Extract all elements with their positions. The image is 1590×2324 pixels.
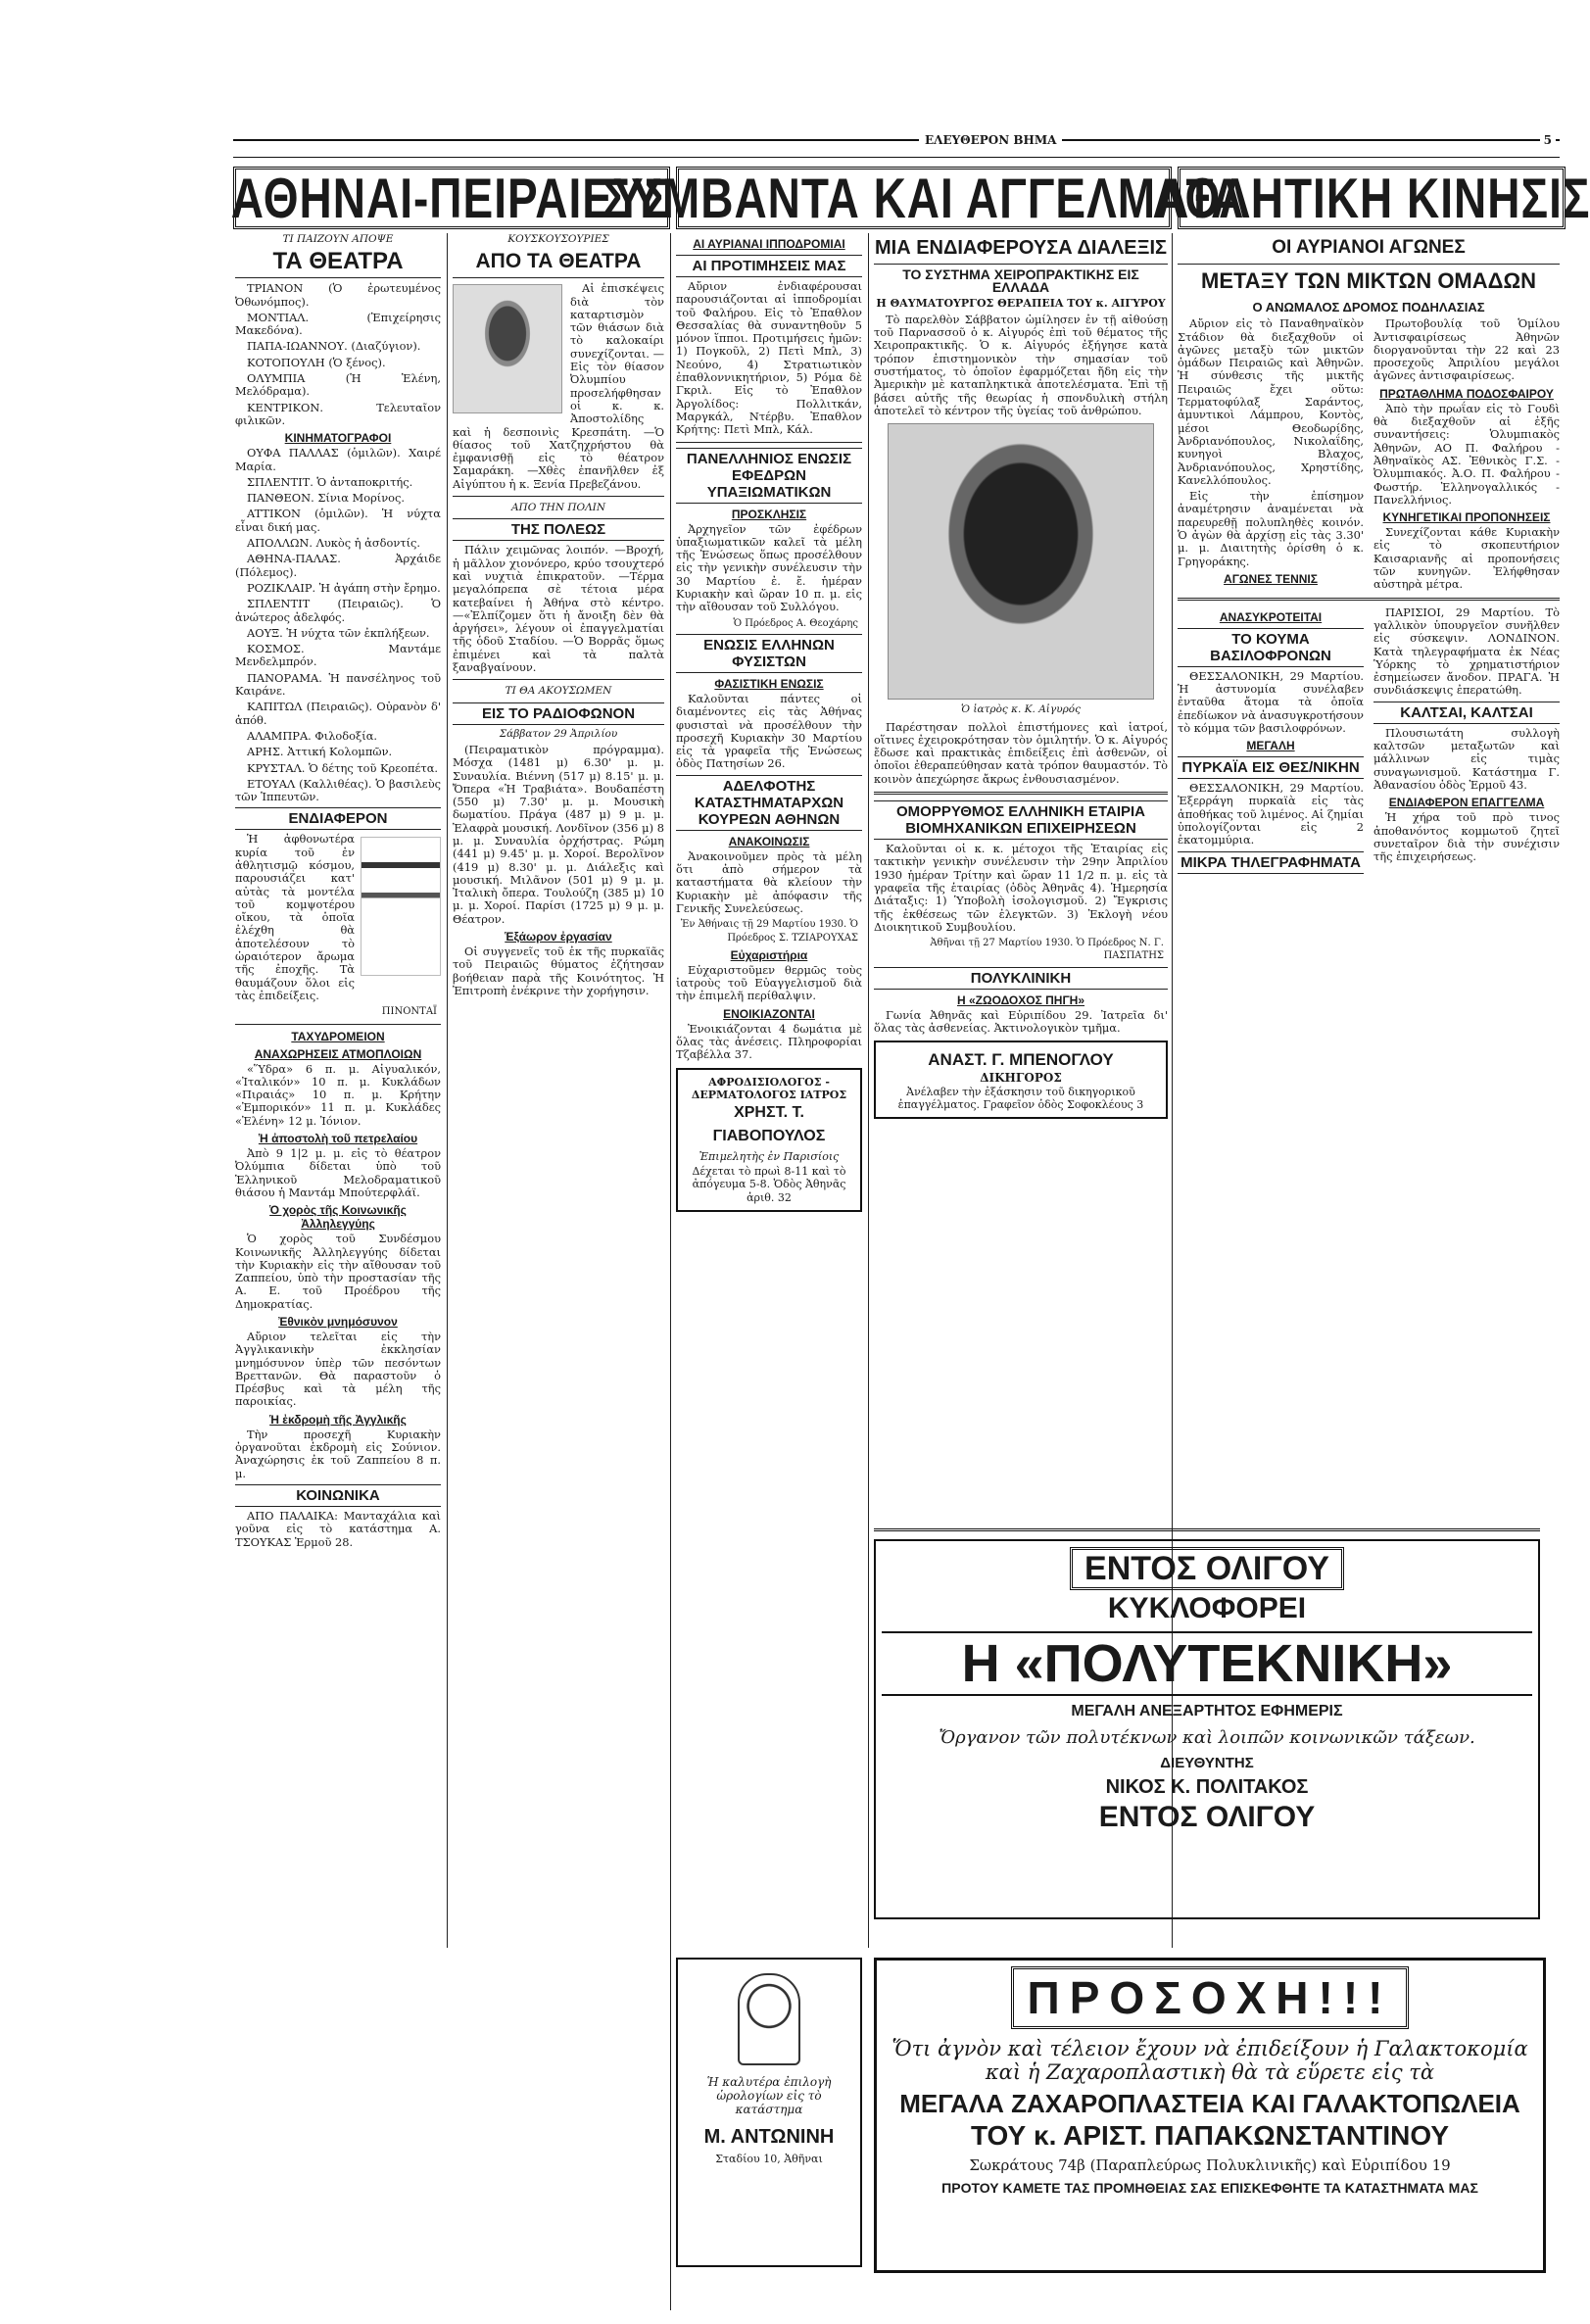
fashion-illustration xyxy=(361,837,441,976)
list-item: ΑΛΑΜΠΡΑ. Φιλοδοξία. xyxy=(247,728,378,743)
list-item: ΜΟΝΤΙΑΛ. (Ἐπιχείρησις Μακεδόνα). xyxy=(235,310,441,338)
ad-headline: ΠΡΟΣΟΧΗ!!! xyxy=(1011,1966,1410,2029)
article-body: (Πειραματικὸν πρόγραμμα). Μόσχα (1481 μ) 6.30' μ. μ. Συναυλία. Βιέννη (517 μ) 8.15' μ. μ. Ὄπερα «Ἡ Τραβιάτα». Βουδαπέστη (550 μ) 7.30' μ. μ. Μουσικὴ δωματίου. Πράγα (487 μ) 9 μ. μ. Ἐλαφρὰ μουσική. Λονδῖνον (356 μ) 8 μ. μ. Συναυλία ὀρχήστρας. Ρώμη (441 μ) 9.45' μ. μ. Χοροί. Βερολῖνον (419 μ) 8.30' μ. μ. Διάλεξις καὶ μουσική. Μιλᾶνον (501 μ) 9 μ. μ. Ἰταλικὴ ὄπερα. Τουλούζη (385 μ) 10 μ. μ. Χοροί. Παρίσι (1725 μ) 9 μ. μ. Θέατρον. xyxy=(453,742,664,926)
fire-heading: ΜΕΓΑΛΗ xyxy=(1246,739,1295,753)
cycling-heading: Ο ΑΝΩΜΑΛΟΣ ΔΡΟΜΟΣ ΠΟΔΗΛΑΣΙΑΣ xyxy=(1252,300,1485,315)
royalists-heading: ΑΝΑΣΥΚΡΟΤΕΙΤΑΙ xyxy=(1219,609,1323,624)
radio-heading: ΕΙΣ ΤΟ ΡΑΔΙΟΦΩΝΟΝ xyxy=(453,702,664,725)
signature: Ἀθῆναι τῇ 27 Μαρτίου 1930. Ὁ Πρόεδρος Ν. Γ. ΠΑΣΠΑΤΗΣ xyxy=(930,938,1164,962)
royalists-subheading: ΤΟ ΚΟΥΜΑ ΒΑΣΙΛΟΦΡΟΝΩΝ xyxy=(1178,628,1364,667)
article-body: Τὸ παρελθὸν Σάββατον ὡμίλησεν ἐν τῇ αἰθούσῃ τοῦ Παρνασσοῦ ὁ κ. Αἰγυρός ἐπὶ τοῦ θέματος τῆς Χειροπρακτικῆς. Ὁ κ. Αἰγυρός ἐξήγησε κατὰ τρόπον ἐπιστημονικὸν τὴν σημασίαν τοῦ συστήματος, τὸ ὁποῖον ἐφαρμόζεται ἤδη εἰς τὴν Ἀμερικὴν μὲ καταπληκτικὰ ἀποτελέσματα. Ἐπὶ τῇ βάσει αὐτῆς τῆς θεωρίας ἡ σπονδυλικὴ στήλη ἀποτελεῖ τὸ κέντρον τῆς ὑγείας τοῦ ἀνθρώπου. xyxy=(874,312,1168,417)
list-item: ΤΡΙΑΝΟΝ (Ὁ ἐρωτευμένος Ὀθωνόμπος). xyxy=(235,281,441,309)
watch-shop-ad xyxy=(676,1958,862,2267)
ad-line: ΠΡΟΤΟΥ ΚΑΜΕΤΕ ΤΑΣ ΠΡΟΜΗΘΕΙΑΣ ΣΑΣ ΕΠΙΣΚΕΦΘΗΤΕ ΤΑ ΚΑΤΑΣΤΗΜΑΤΑ ΜΑΣ xyxy=(941,2180,1478,2196)
ad-line: Ὅτι ἀγνὸν καὶ τέλειον ἔχουν νὰ ἐπιδείξουν ἡ Γαλακτοκομία καὶ ἡ Ζαχαροπλαστικὴ θὰ τὰ εὕρετε εἰς τὰ xyxy=(891,2037,1528,2084)
column-rule xyxy=(670,233,671,2310)
article-body: Καλοῦνται οἱ κ. κ. μέτοχοι τῆς Ἑταιρίας εἰς τακτικὴν γενικὴν συνέλευσιν τὴν 29ην Ἀπριλίου 1930 ἡμέραν Τρίτην καὶ ὥραν 11 1/2 π. μ. εἰς τὰ γραφεῖα τῆς ἑταιρίας (ὁδὸς Ἀθηνᾶς 4). Ἡμερησία Διάταξις: 1) Ὑποβολὴ ἰσολογισμοῦ. 2) Ἔγκρισις τῆς ἐκθέσεως τῶν ἐλεγκτῶν. 3) Ἐκλογὴ νέου Διοικητικοῦ Συμβουλίου. xyxy=(874,842,1168,934)
confectionery-ad xyxy=(874,1958,1546,2273)
tennis-heading: ΑΓΩΝΕΣ ΤΕΝΝΙΣ xyxy=(1224,571,1318,586)
ad-line: ΤΟΥ κ. ΑΡΙΣΤ. ΠΑΠΑΚΩΝΣΤΑΝΤΙΝΟΥ xyxy=(970,2120,1450,2151)
article-body: Τὴν προσεχῆ Κυριακὴν ὀργανοῦται ἐκδρομὴ εἰς Σούνιον. Ἀναχώρησις ἐκ τοῦ Ζαππείου 8 π. μ. xyxy=(235,1427,441,1480)
list-item: ΚΑΠΙΤΩΛ (Πειραιῶς). Οὐρανὸν δ' ἀπόθ. xyxy=(235,700,441,727)
divider xyxy=(453,679,664,680)
signature: Ὁ Πρόεδρος Α. Θεοχάρης xyxy=(733,617,858,629)
hunting-heading: ΚΥΝΗΓΕΤΙΚΑΙ ΠΡΟΠΟΝΗΣΕΙΣ xyxy=(1382,510,1551,525)
polyteknikh-ad xyxy=(874,1539,1540,1919)
lecture-subheadline: ΤΟ ΣΥΣΤΗΜΑ ΧΕΙΡΟΠΡΑΚΤΙΚΗΣ ΕΙΣ ΕΛΛΑΔΑ xyxy=(902,266,1139,296)
ad-line: Ἡ καλυτέρα ἐπιλογὴ ὡρολογίων εἰς τὸ κατάστημα xyxy=(706,2075,832,2116)
article-body: Εὐχαριστοῦμεν θερμῶς τοὺς ἰατροὺς τοῦ Εὐαγγελισμοῦ διὰ τὴν ἐπιμελῆ περίθαλψιν. xyxy=(676,962,862,1003)
article-body: Πλουσιωτάτη συλλογὴ καλτσῶν μεταξωτῶν καὶ μάλλινων εἰς τιμὰς συναγωνισμοῦ. Κατάστημα Γ. Ἀθανασίου ὁδὸς Ἑρμοῦ 43. xyxy=(1373,725,1560,792)
fire-subheading: ΠΥΡΚΑΪΑ ΕΙΣ ΘΕΣ/ΝΙΚΗΝ xyxy=(1178,756,1364,779)
doctor-photo xyxy=(888,423,1154,700)
city-heading: ΤΗΣ ΠΟΛΕΩΣ xyxy=(453,518,664,541)
article-body: «Ὕδρα» 6 π. μ. Αἰγυαλικόν, «Ἰταλικόν» 10 π. μ. Κυκλάδων «Πιραιάς» 10 π. μ. Κρήτην «Ἐμπορικόν» 11 π. μ. Κυκλάδες «Ἐλένη» 12 μ. Ἰόνιον. xyxy=(235,1061,441,1128)
divider xyxy=(235,1024,441,1025)
theatre-news-heading: ΑΠΟ ΤΑ ΘΕΑΤΡΑ xyxy=(453,249,664,278)
lawyer-ad xyxy=(874,1041,1168,1119)
list-item: ΚΟΤΟΠΟΥΛΗ (Ὁ ξένος). xyxy=(247,355,386,369)
barbers-subheading: ΑΝΑΚΟΙΝΩΣΙΣ xyxy=(728,834,810,848)
ad-line: ΚΥΚΛΟΦΟΡΕΙ xyxy=(1107,1592,1307,1624)
ad-line: ΔΙΕΥΘΥΝΤΗΣ xyxy=(1160,1755,1254,1771)
list-item: ΚΟΣΜΟΣ. Μαντάμε Μενδελμπρόν. xyxy=(235,642,441,669)
assoc-heading: Ὁ χορὸς τῆς Κοινωνικῆς Ἀλληλεγγύης xyxy=(269,1203,407,1232)
interest-heading: ΕΝΔΙΑΦΕΡΟΝ xyxy=(235,807,441,830)
ad-title: Η «ΠΟΛΥΤΕΚΝΙΚΗ» xyxy=(882,1631,1532,1696)
article-body: Ἐνοικιάζονται 4 δωμάτια μὲ ὅλας τὰς ἀνέσεις. Πληροφορίαι Τζαβέλλα 37. xyxy=(676,1021,862,1062)
ad-line: Ὄργανον τῶν πολυτέκνων καὶ λοιπῶν κοινωνικῶν τάξεων. xyxy=(939,1727,1475,1748)
caricature-image xyxy=(453,284,562,413)
excursion-heading: Ἡ ἐκδρομὴ τῆς Ἀγγλικῆς xyxy=(269,1412,407,1427)
column-rule xyxy=(447,233,448,1948)
ad-name: Μ. ΑΝΤΩΝΙΝΗ xyxy=(703,2126,835,2148)
list-item: ΑΡΗΣ. Ἀττική Κολομπῶν. xyxy=(247,745,393,759)
list-item: ΕΤΟΥΑΛ (Καλλιθέας). Ὁ βασιλεὺς τῶν Ἱππευτῶν. xyxy=(235,776,441,804)
newspaper-ad-zone xyxy=(874,1528,1540,1943)
article-body: Αὔριον εἰς τὸ Παναθηναϊκὸν Στάδιον θὰ διεξαχθοῦν οἱ ἀγῶνες μεταξὺ τῶν μικτῶν ὁμάδων Πειραιῶς καὶ Ἀθηνῶν. Ἡ σύνθεσις τῆς μικτῆς Πειραιῶς ἔχει οὕτω: Τερματοφύλαξ Σαράντος, ἀμυντικοὶ Λάμπρου, Κοντὸς, μέσοι Θεοδωρίδης, Ἀνδριανόπουλος, Νικολαΐδης, κυνηγοὶ Βλαχος, Ἀνδριανόπουλος, Χρηστίδης, Κανελλόπουλος. xyxy=(1178,316,1364,487)
ad-line: ΜΕΓΑΛΑ ΖΑΧΑΡΟΠΛΑΣΤΕΙΑ ΚΑΙ ΓΑΛΑΚΤΟΠΩΛΕΙΑ xyxy=(899,2089,1520,2118)
list-item: ΑΘΗΝΑ-ΠΑΛΑΣ. Ἀρχάιδε (Πόλεμος). xyxy=(235,552,441,579)
doctor-ad xyxy=(676,1068,862,1212)
rent-heading: ΕΝΟΙΚΙΑΖΟΝΤΑΙ xyxy=(723,1006,815,1021)
radio-date: Σάββατον 29 Ἀπριλίου xyxy=(499,727,618,740)
ad-line: ΕΝΤΟΣ ΟΛΙΓΟΥ xyxy=(1070,1547,1344,1590)
kicker: ΤΙ ΠΑΙΖΟΥΝ ΑΠΟΨΕ xyxy=(282,233,394,245)
kicker: ΤΙ ΘΑ ΑΚΟΥΣΩΜΕΝ xyxy=(505,685,612,698)
banner-athens-piraeus: ΑΘΗΝΑΙ-ΠΕΙΡΑΙΕΥΣ xyxy=(230,166,673,230)
list-item: ΟΥΦΑ ΠΑΛΛΑΣ (ὁμιλῶν). Χαιρέ Μαρία. xyxy=(235,446,441,473)
signature: Ἐν Ἀθήναις τῇ 29 Μαρτίου 1930. Ὁ Πρόεδρος Σ. ΤΖΙΑΡΟΥΧΑΣ xyxy=(680,919,858,944)
article-body: ΑΠΟ ΠΑΛΑΙΚΑ: Μανταχάλια καὶ γοῦνα εἰς τὸ κατάστημα Α. ΤΣΟΥΚΑΣ Ἑρμοῦ 28. xyxy=(235,1508,441,1549)
lecture-headline: ΜΙΑ ΕΝΔΙΑΦΕΡΟΥΣΑ ΔΙΑΛΕΞΙΣ xyxy=(874,235,1168,265)
hippo-subheading: ΑΙ ΠΡΟΤΙΜΗΣΕΙΣ ΜΑΣ xyxy=(676,255,862,277)
list-item: ΣΠΛΕΝΤΙΤ. Ὁ ἀνταποκριτής. xyxy=(247,474,413,489)
ad-address: Σταδίου 10, Ἀθῆναι xyxy=(715,2153,823,2165)
ad-line: ΜΕΓΑΛΗ ΑΝΕΞΑΡΤΗΤΟΣ ΕΦΗΜΕΡΙΣ xyxy=(1071,1703,1343,1719)
article-body: Συνεχίζονται κάθε Κυριακὴν εἰς τὸ σκοπευτήριον Καισαριανῆς αἱ προπονήσεις τῶν κυνηγῶν. Ἐλήφθησαν αὐστηρὰ μέτρα. xyxy=(1373,525,1560,592)
ad-name: ΑΝΑΣΤ. Γ. ΜΠΕΝΟΓΛΟΥ xyxy=(928,1050,1114,1070)
article-body: Ὁ χορὸς τοῦ Συνδέσμου Κοινωνικῆς Ἀλληλεγγύης δίδεται τὴν Κυριακὴν εἰς τὴν αἴθουσαν τοῦ Ζαππείου, ὑπὸ τὴν προστασίαν τῆς Α. Ε. τοῦ Προέδρου τῆς Δημοκρατίας. xyxy=(235,1232,441,1311)
stockings-heading: ΚΑΛΤΣΑΙ, ΚΑΛΤΣΑΙ xyxy=(1373,702,1560,724)
list-item: ΠΑΝΟΡΑΜΑ. Ἡ πανσέληνος τοῦ Καιράνε. xyxy=(235,670,441,699)
article-body: Ἀρχηγεῖον τῶν ἐφέδρων ὑπαξιωματικῶν καλεῖ τὰ μέλη τῆς Ἑνώσεως ὅπως προσέλθουν εἰς τὴν γενικὴν συνέλευσιν τὴν 30 Μαρτίου ἐ. ἔ. ἡμέραν Κυριακὴν καὶ ὥραν 10 π. μ. εἰς τὴν αἴθουσαν τοῦ Συλλόγου. xyxy=(676,521,862,614)
banner-sports: ΑΘΛΗΤΙΚΗ ΚΙΝΗΣΙΣ xyxy=(1152,166,1590,230)
article-body: Πρωτοβουλίᾳ τοῦ Ὁμίλου Ἀντισφαιρίσεως Ἀθηνῶν διοργανοῦνται τὴν 22 καὶ 23 προσεχοῦς Ἀπριλίου μεγάλοι ἀγῶνες ἀντισφαιρίσεως. xyxy=(1373,316,1560,383)
article-body: Πάλιν χειμῶνας λοιπόν. —Βροχή, ἡ μᾶλλον χιονόνερο, κρύο τσουχτερό καὶ νυχτιὰ ἐπικρατοῦν. —Τέρμα μεγαλόπρεπα σὲ τέτοια μέρα κατεβαίνει ἡ Ἀθήνα στὸ κέντρο. —«Ἐλπίζομεν ὅτι ἡ ἄνοιξη δὲν θὰ ἀργήσει», λέγουν οἱ ἐπαγγελματίαι τῆς ὁδοῦ Σταδίου. —Ὁ Βορρᾶς ὅμως ἐπιμένει καὶ τὰ παλτὰ ξαναβγαίνουν. xyxy=(453,543,664,675)
divider xyxy=(874,792,1168,795)
signature: ΠΙΝΟΝΤΑΪ xyxy=(381,1006,437,1018)
article-body: Ἡ ἀφθονωτέρα κυρία τοῦ ἐν ἀθλητισμῷ κόσμου, παρουσιάζει κατ' αὐτὰς τὰ μοντέλα τοῦ κομψοτέρου οἴκου, τὰ ὁποῖα ἐλέχθη θὰ ἀποτελέσουν τὸ ὡραιότερον ἄρωμα τῆς ἐποχῆς. Τὰ θαυμάζουν ὅλοι εἰς τὰς ἐπιδείξεις. xyxy=(235,832,355,1002)
watch-icon xyxy=(738,1973,800,2065)
divider xyxy=(1178,598,1560,601)
page-number: 5 xyxy=(1540,133,1556,147)
post-heading: ΤΑΧΥΔΡΟΜΕΙΟΝ xyxy=(291,1029,385,1043)
list-item: ATTIKON (ὁμιλῶν). Ἡ νύχτα εἶναι δική μας. xyxy=(235,507,441,534)
article-body: Ἀπὸ τὴν πρωΐαν εἰς τὸ Γουδὶ θὰ διεξαχθοῦν αἱ ἐξῆς συναντήσεις: Ὁλυμπιακὸς Ἀθηνῶν, ΑΟ Π. Φαλήρου - Ἀθηναϊκὸς ΑΣ. Ἐθνικὸς Γ.Σ. - Ὀλυμπιακός. Ἀ.Ο. Π. Φαλήρου - Φωστήρ. Ἑλληνογαλλικός - Πανελλήνιος. xyxy=(1373,401,1560,507)
list-item: ΚΕΝΤΡΙΚΟΝ. Τελευταῖον φιλικῶν. xyxy=(235,400,441,427)
article-body: Ἡ χήρα τοῦ πρὸ τινος ἀποθανόντος κομμωτοῦ ζητεῖ συνεταῖρον διὰ τὴν συνέχισιν τῆς ἐπιχειρήσεως. xyxy=(1373,810,1560,864)
article-body: Ἀνακοινοῦμεν πρὸς τὰ μέλη ὅτι ἀπὸ σήμερον τὰ καταστήματα θὰ κλείουν τὴν Κυριακὴν μὲ ἀπόφασιν τῆς Γενικῆς Συνελεύσεως. xyxy=(676,848,862,915)
ad-title: ΑΦΡΟΔΙΣΙΟΛΟΓΟΣ - ΔΕΡΜΑΤΟΛΟΓΟΣ ΙΑΤΡΟΣ xyxy=(691,1075,847,1101)
article-body: Εἰς τὴν ἐπίσημον ἀναμέτρησιν ἀναμένεται νὰ παρευρεθῇ πολυπληθὲς κοινόν. Ὁ ἀγὼν θὰ ἀρχίσῃ εἰς τὰς 3.30' μ. μ. Διαιτητὴς ὁρίσθη ὁ κ. Γρηγοράκης. xyxy=(1178,489,1364,568)
sports-subheadline: ΜΕΤΑΞΥ ΤΩΝ ΜΙΚΤΩΝ ΟΜΑΔΩΝ xyxy=(1201,268,1536,293)
list-item: ΟΛΥΜΠΙΑ (Ἡ Ἑλένη, Μελόδραμα). xyxy=(235,371,441,399)
cinema-list xyxy=(235,447,441,803)
list-item: ΠΑΠΑ-ΙΩΑΝΝΟΥ. (Διαζύγιον). xyxy=(247,339,421,354)
theatre-list xyxy=(235,282,441,427)
union-subheading: ΠΡΟΣΚΛΗΣΙΣ xyxy=(731,507,807,521)
ships-heading: ΑΝΑΧΩΡΗΣΕΙΣ ΑΤΜΟΠΛΟΙΩΝ xyxy=(254,1046,422,1061)
fire-heading: Ἑξάωρον ἐργασίαν xyxy=(505,930,612,944)
article-body: Παρέστησαν πολλοὶ ἐπιστήμονες καὶ ἰατροί, οἵτινες ἐχειροκρότησαν τὸν ὁμιλητήν. Ὁ κ. Αἰγυρός ἔδωσε καὶ πρακτικὰς ἐπιδείξεις ἐπὶ ἀσθενῶν, οἱ ὁποῖοι ἐθεραπεύθησαν κατὰ τρόπον θαυμαστόν. Τὸ κοινὸν ἀπεχώρησε ἄκρως ἐνθουσιασμένον. xyxy=(874,719,1168,786)
list-item: ΑΠΟΛΛΩΝ. Λυκὸς ἡ ἀσδοντίς. xyxy=(247,536,421,551)
thanks-heading: Εὐχαριστήρια xyxy=(730,947,808,962)
company-heading: ΟΜΟΡΡΥΘΜΟΣ ΕΛΛΗΝΙΚΗ ΕΤΑΙΡΙΑ ΒΙΟΜΗΧΑΝΙΚΩΝ ΕΠΙΧΕΙΡΗΣΕΩΝ xyxy=(874,800,1168,840)
kicker: ΚΟΥΣΚΟΥΣΟΥΡΙΕΣ xyxy=(507,233,609,245)
trade-heading: ΕΝΔΙΑΦΕΡΟΝ ΕΠΑΓΓΕΛΜΑ xyxy=(1388,796,1545,810)
list-item: ΚΡΥΣΤΑΛ. Ὁ δέτης τοῦ Κρεοπέτα. xyxy=(247,760,439,775)
sports-headline: ΟΙ ΑΥΡΙΑΝΟΙ ΑΓΩΝΕΣ xyxy=(1178,235,1560,265)
ad-hours: Δέχεται τὸ πρωὶ 8-11 καὶ τὸ ἀπόγευμα 5-8. Ὁδὸς Ἀθηνᾶς ἀριθ. 32 xyxy=(692,1165,846,1204)
column-athens xyxy=(235,233,441,2310)
list-item: ΣΠΛΕΝΤΙΤ (Πειραιῶς). Ὁ ἀνώτερος ἀδελφός. xyxy=(235,597,441,624)
column-rule xyxy=(868,233,869,1948)
divider xyxy=(453,496,664,497)
kicker: ΑΠΟ ΤΗΝ ΠΟΛΙΝ xyxy=(510,502,606,514)
ad-address: Ἀνέλαβεν τὴν ἐξάσκησιν τοῦ δικηγορικοῦ ἐπαγγέλματος. Γραφεῖον ὁδὸς Σοφοκλέους 3 xyxy=(897,1085,1144,1111)
article-body: Αἱ ἐπισκέψεις διὰ τὸν καταρτισμὸν τῶν θιάσων διὰ τὸ καλοκαίρι συνεχίζονται. —Εἰς τὸν θίασον Ὀλυμπίου προσελήφθησαν οἱ κ. κ. Ἀποστολίδης καὶ ἡ δεσποινὶς Κρεσπάτη. —Ὁ θίασος τοῦ Χατζηχρήστου θὰ ἐμφανισθῇ εἰς τὸ θέατρον Σαμαράκη. —Χθὲς ἐπανῆλθεν ἐξ Αἰγύπτου ἡ κ. Ξενία Πρεβεζάνου. xyxy=(453,281,664,491)
football-heading: ΠΡΩΤΑΘΛΗΜΑ ΠΟΔΟΣΦΑΙΡΟΥ xyxy=(1379,386,1554,401)
article-body: Ἀπὸ 9 1|2 μ. μ. εἰς τὸ θέατρον Ὀλύμπια δίδεται ὑπὸ τοῦ Ἑλληνικοῦ Μελοδραματικοῦ θιάσου ἡ Μαντάμ Μπούτερφλάϊ. xyxy=(235,1146,441,1199)
banner-events: ΣΥΜΒΑΝΤΑ ΚΑΙ ΑΓΓΕΛΜΑΤΑ xyxy=(602,166,1245,230)
column-theatre xyxy=(453,233,664,2310)
barbers-heading: ΑΔΕΛΦΟΤΗΣ ΚΑΤΑΣΤΗΜΑΤΑΡΧΩΝ ΚΟΥΡΕΩΝ ΑΘΗΝΩΝ xyxy=(676,775,862,831)
list-item: ΠΑΝΘΕΟΝ. Σίνια Μορίνος. xyxy=(247,491,406,506)
masthead-title: ΕΛΕΥΘΕΡΟΝ ΒΗΜΑ xyxy=(919,133,1062,147)
article-body: Αὔριον ἐνδιαφέρουσαι παρουσιάζονται αἱ ἱπποδρομίαι τοῦ Φαλήρου. Εἰς τὸ Ἐπαθλον Θεσσαλίας θὰ συναντηθοῦν 5 μόνον ἵπποι. Προτιμήσεις ἡμῶν: 1) Πογκοῦλ, 2) Πετὶ Μπλ, 3) Νεούνο, 4) Στρατιωτικὸν ἐπαθλοννικητήριον, 5) Ρόμα δὲ Γκριλ. Εἰς τὸ Ἐπαθλον Ἀργολίδος: Πολλιτκάν, Μαργκάλ, Ντέρβυ. Ἐπαθλον Κρήτης: Πετὶ Μπλ, Κάλ. xyxy=(676,279,862,437)
clinic-subheading: Η «ΖΩΟΔΟΧΟΣ ΠΗΓΗ» xyxy=(956,993,1085,1007)
masthead-rule xyxy=(233,133,1560,158)
divider xyxy=(676,442,862,443)
list-item: ΑΟΥΞ. Ἡ νύχτα τῶν ἐκπλήξεων. xyxy=(247,625,430,640)
lecture-kicker: Η ΘΑΥΜΑΤΟΥΡΓΟΣ ΘΕΡΑΠΕΙΑ ΤΟΥ κ. ΑΙΓΥΡΟΥ xyxy=(876,296,1166,310)
article-body: Γωνία Ἀθηνᾶς καὶ Εὐριπίδου 29. Ἰατρεῖα δι' ὅλας τὰς ἀσθενείας. Ἀκτινολογικὸν τμῆμα. xyxy=(874,1007,1168,1036)
telegrams-heading: ΜΙΚΡΑ ΤΗΛΕΓΡΑΦΗΜΑΤΑ xyxy=(1178,851,1364,874)
hippo-heading: ΑΙ ΑΥΡΙΑΝΑΙ ΙΠΠΟΔΡΟΜΙΑΙ xyxy=(693,237,845,251)
article-body: Καλοῦνται πάντες οἱ διαμένοντες εἰς τὰς Ἀθήνας φυσισταὶ νὰ προσέλθουν τὴν προσεχῆ Κυριακὴν 30 Μαρτίου εἰς τὰ γραφεῖα τῆς Ἑνώσεως ὁδὸς Πατησίων 26. xyxy=(676,691,862,771)
phil-heading: ΕΝΩΣΙΣ ΕΛΛΗΝΩΝ ΦΥΣΙΣΤΩΝ xyxy=(676,634,862,673)
theatres-heading: ΤΑ ΘΕΑΤΡΑ xyxy=(235,249,441,278)
ad-subtitle: Ἐπιμελητὴς ἐν Παρισίοις xyxy=(699,1150,840,1164)
fuel-heading: Ἡ ἀποστολὴ τοῦ πετρελαίου xyxy=(258,1132,418,1146)
ad-line: ΕΝΤΟΣ ΟΛΙΓΟΥ xyxy=(1098,1801,1316,1833)
article-body: ΠΑΡΙΣΙΟΙ, 29 Μαρτίου. Τὸ γαλλικὸν ὑπουργεῖον συνῆλθεν εἰς σύσκεψιν. ΛΟΝΔΙΝΟΝ. Κατὰ τηλεγραφήματα ἐκ Νέας Ὑόρκης τὸ χρηματιστήριον ἐσημείωσεν ἄνοδον. ΠΡΑΓΑ. Ἡ συνδιάσκεψις ἐπερατώθη. xyxy=(1373,605,1560,698)
column-notices xyxy=(676,233,862,1948)
social-heading: ΚΟΙΝΩΝΙΚΑ xyxy=(235,1484,441,1507)
ad-name: ΧΡΗΣΤ. Τ. ΓΙΑΒΟΠΟΥΛΟΣ xyxy=(712,1104,826,1145)
ad-address: Σωκράτους 74β (Παραπλεύρως Πολυκλινικῆς) καὶ Εὐριπίδου 19 xyxy=(969,2156,1451,2174)
clinic-heading: ΠΟΛΥΚΛΙΝΙΚΗ xyxy=(874,967,1168,990)
union-heading: ΠΑΝΕΛΛΗΝΙΟΣ ΕΝΩΣΙΣ ΕΦΕΔΡΩΝ ΥΠΑΞΙΩΜΑΤΙΚΩΝ xyxy=(676,448,862,504)
article-body: Αὔριον τελεῖται εἰς τὴν Ἀγγλικανικὴν ἐκκλησίαν μνημόσυνον ὑπὲρ τῶν πεσόντων Βρεττανῶν. Θὰ παραστοῦν ὁ Πρέσβυς καὶ τὰ μέλη τῆς παροικίας. xyxy=(235,1330,441,1409)
sports-body xyxy=(1178,317,1560,591)
ad-line: ΝΙΚΟΣ Κ. ΠΟΛΙΤΑΚΟΣ xyxy=(1105,1776,1309,1798)
news-body xyxy=(1178,606,1560,874)
article-body: ΘΕΣΣΑΛΟΝΙΚΗ, 29 Μαρτίου. Ἐξερράγη πυρκαϊὰ εἰς τὰς ἀποθήκας τοῦ λιμένος. Αἱ ζημίαι ὑπολογίζονται εἰς 2 ἑκατομμύρια. xyxy=(1178,781,1364,847)
phil-subheading: ΦΑΣΙΣΤΙΚΗ ΕΝΩΣΙΣ xyxy=(714,676,824,691)
memorial-heading: Ἐθνικὸν μνημόσυνον xyxy=(278,1315,398,1329)
article-body: ΘΕΣΣΑΛΟΝΙΚΗ, 29 Μαρτίου. Ἡ ἀστυνομία συνέλαβεν ἐνταῦθα ἄτομα τὰ ὁποῖα ἐπεδίωκον νὰ ἀνασυγκροτήσουν τὸ κόμμα τῶν βασιλοφρόνων. xyxy=(1178,668,1364,735)
cinemas-heading: ΚΙΝΗΜΑΤΟΓΡΑΦΟΙ xyxy=(284,431,392,446)
article-body: Οἱ συγγενεῖς τοῦ ἐκ τῆς πυρκαϊᾶς τοῦ Πειραιῶς θύματος ἐζήτησαν βοήθειαν παρὰ τῆς Κοινότητος. Ἡ Ἐπιτροπὴ ἐνέκρινε τὴν χορήγησιν. xyxy=(453,944,664,997)
list-item: ΡΟΖΙΚΛΑΙΡ. Ἡ ἀγάπη στὴν ἔρημο. xyxy=(247,580,441,595)
photo-caption: Ὁ ἰατρὸς κ. Κ. Αἰγυρός xyxy=(961,703,1081,716)
ad-title: ΔΙΚΗΓΟΡΟΣ xyxy=(980,1071,1062,1086)
